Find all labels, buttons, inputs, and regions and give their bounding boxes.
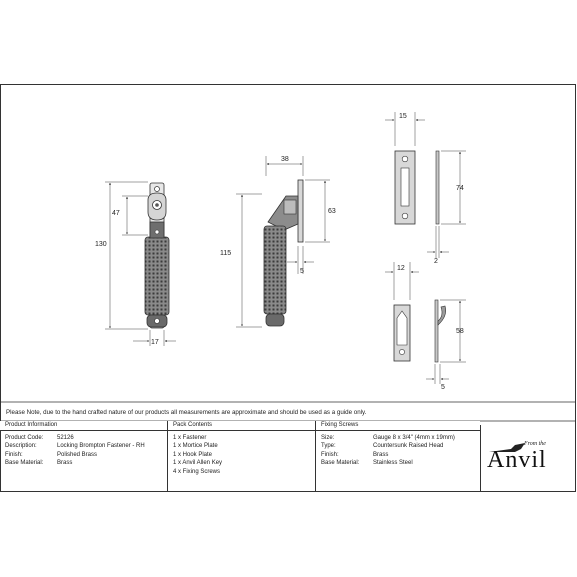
table-row	[5, 442, 167, 450]
dim-plate-63: 63	[328, 208, 336, 215]
fixing-screws-section	[315, 421, 480, 491]
row-value: Stainless Steel	[373, 460, 413, 467]
table-row	[321, 451, 480, 459]
dim-depth-38: 38	[281, 156, 289, 163]
table-row	[5, 451, 167, 459]
brand-from-the: From the	[524, 441, 546, 447]
dim-hook-height-58: 58	[456, 328, 464, 335]
measurement-disclaimer: Please Note, due to the hand crafted nature of our products all measurements are approximate and should be used as a guide only.	[6, 409, 367, 416]
row-value: Polished Brass	[57, 451, 98, 458]
row-value: Gauge 8 x 3/4" (4mm x 19mm)	[373, 435, 455, 441]
pack-contents-section	[167, 421, 315, 491]
list-item: 4 x Fixing Screws	[173, 468, 221, 475]
fastener-front-view	[145, 183, 169, 328]
fixing-screws-heading: Fixing Screws	[316, 421, 480, 431]
brand-name: Anvil	[487, 447, 547, 473]
fixing-screws-rows	[316, 431, 480, 468]
mortice-plate	[395, 151, 439, 224]
row-key: Type:	[321, 443, 336, 450]
row-value: Countersunk Raised Head	[373, 443, 444, 450]
row-key: Base Material:	[321, 460, 360, 467]
table-row	[5, 459, 167, 467]
dim-height-115: 115	[220, 250, 232, 257]
dim-offset-5: 5	[300, 268, 304, 275]
table-row	[321, 459, 480, 467]
product-information-heading: Product Information	[0, 421, 167, 431]
row-key: Finish:	[5, 451, 23, 458]
table-row	[321, 434, 480, 442]
product-information-rows	[0, 431, 167, 468]
anvil-logo	[480, 425, 576, 491]
row-value: Brass	[373, 451, 389, 458]
dim-plate-thickness-2: 2	[434, 258, 438, 265]
dim-height-130: 130	[95, 241, 107, 248]
product-information-section	[0, 421, 167, 491]
list-item: 1 x Hook Plate	[173, 451, 213, 458]
pack-contents-list	[168, 431, 315, 476]
row-key: Size:	[321, 435, 335, 441]
table-row	[5, 434, 167, 442]
dim-hook-width-12: 12	[397, 265, 405, 272]
dim-hook-thickness-5: 5	[441, 384, 445, 391]
pack-contents-heading: Pack Contents	[168, 421, 315, 431]
row-key: Description:	[5, 443, 37, 450]
dim-plate-width-15: 15	[399, 113, 407, 120]
row-key: Product Code:	[5, 435, 44, 441]
hook-plate	[394, 300, 446, 362]
fastener-side-view	[264, 180, 303, 326]
row-key: Finish:	[321, 451, 339, 458]
dim-handle-47: 47	[112, 210, 120, 217]
dim-plate-height-74: 74	[456, 185, 464, 192]
list-item: 1 x Fastener	[173, 435, 207, 441]
row-value: Locking Brompton Fastener - RH	[57, 443, 145, 450]
row-value: Brass	[57, 460, 73, 467]
row-value: 52126	[57, 435, 74, 441]
list-item: 1 x Anvil Allen Key	[173, 460, 223, 467]
dim-width-17: 17	[151, 339, 159, 346]
row-key: Base Material:	[5, 460, 44, 467]
table-row	[321, 442, 480, 450]
list-item: 1 x Mortice Plate	[173, 443, 218, 450]
